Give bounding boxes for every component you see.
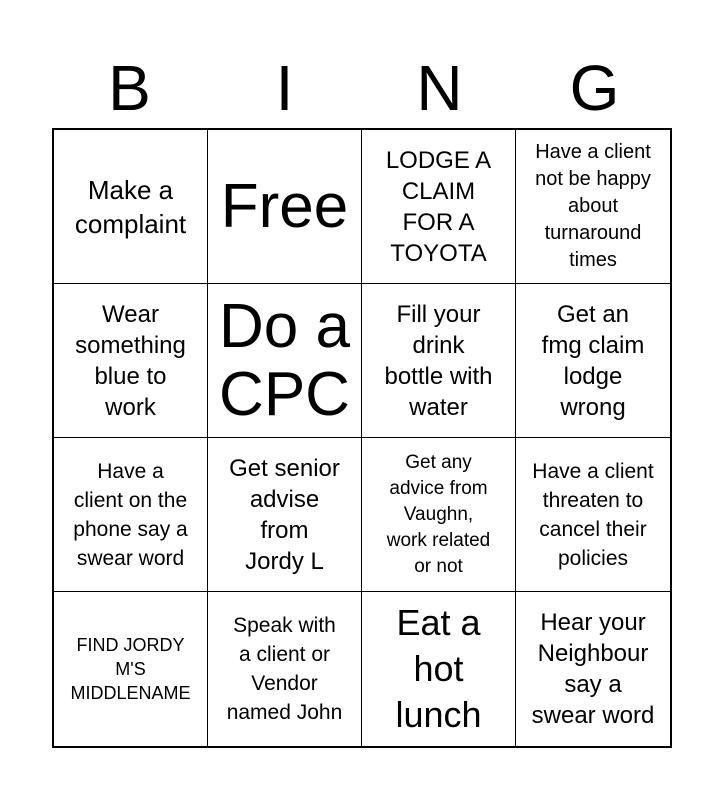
bingo-cell[interactable] [516, 130, 670, 284]
cell-text: Make a complaint [74, 174, 187, 239]
cell-text: Do a CPC [219, 291, 350, 429]
cell-text: Get an fmg claim lodge wrong [541, 300, 645, 421]
cell-text: Have a client threaten to cancel their policies [532, 459, 654, 570]
bingo-cell[interactable] [54, 438, 208, 592]
cell-text: Hear your Neighbour say a swear word [531, 609, 655, 729]
cell-text: Get any advice from Vaughn, work related or not [386, 451, 491, 577]
bingo-cell[interactable] [362, 284, 516, 438]
bingo-cell[interactable] [208, 284, 362, 438]
bingo-cell[interactable] [362, 438, 516, 592]
bingo-cell[interactable] [516, 438, 670, 592]
cell-text: Free [220, 171, 349, 241]
bingo-cell[interactable] [208, 592, 362, 746]
bingo-cell[interactable] [516, 284, 670, 438]
header-letter-i: I [275, 52, 294, 124]
cell-text: Fill your drink bottle with water [384, 300, 493, 421]
bingo-cell[interactable] [54, 130, 208, 284]
cell-text: Eat a hot lunch [395, 602, 482, 735]
cell-text: Wear something blue to work [75, 300, 186, 421]
cell-text: Have a client not be happy about turnaround times [535, 141, 651, 271]
cell-text: Have a client on the phone say a swear word [73, 459, 188, 570]
header-letter-g: G [569, 52, 620, 124]
cell-text: LODGE A CLAIM FOR A TOYOTA [385, 146, 492, 267]
cell-text: Get senior advise from Jordy L [229, 454, 340, 575]
cell-text: Speak with a client or Vendor named John [226, 614, 343, 724]
bingo-cell-free[interactable] [208, 130, 362, 284]
header-letter-n: N [416, 52, 463, 124]
bingo-cell[interactable] [54, 284, 208, 438]
bingo-cell[interactable] [54, 592, 208, 746]
bingo-header [52, 52, 672, 124]
header-letter-b: B [108, 52, 151, 124]
cell-text: FIND JORDY M'S MIDDLENAME [70, 635, 191, 703]
bingo-cell[interactable] [516, 592, 670, 746]
bingo-cell[interactable] [362, 130, 516, 284]
bingo-cell[interactable] [208, 438, 362, 592]
bingo-board [52, 128, 672, 748]
bingo-cell[interactable] [362, 592, 516, 746]
